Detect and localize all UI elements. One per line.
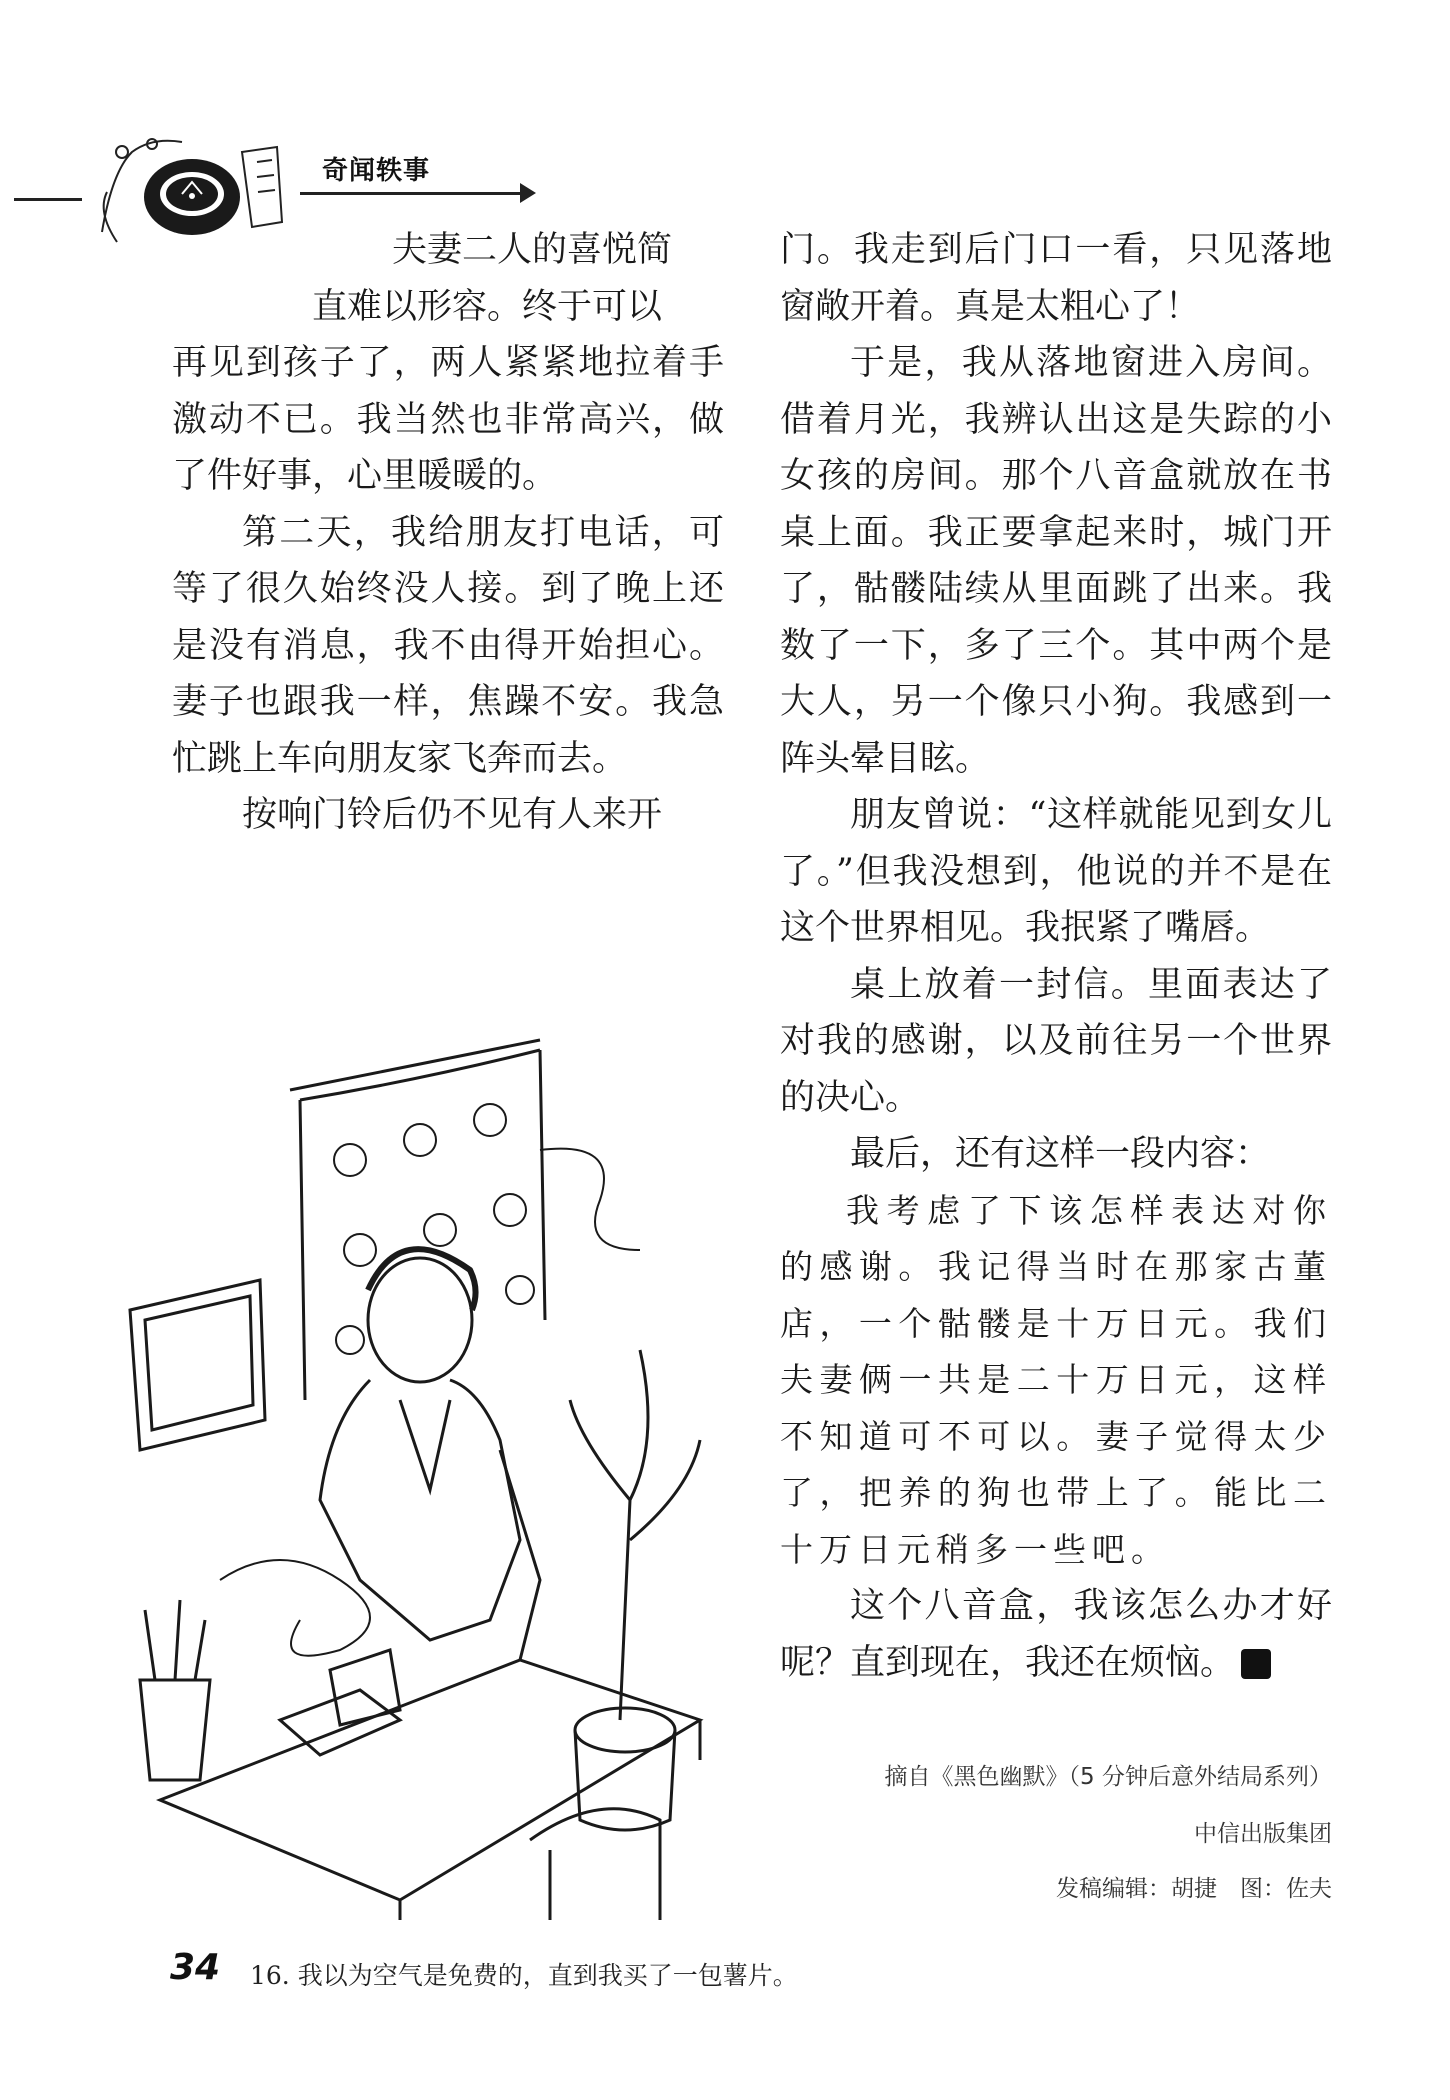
closing-text: 这个八音盒，我该怎么办才好呢？直到现在，我还在烦恼。 [780,1586,1332,1683]
paragraph: 门。我走到后门口一看，只见落地窗敞开着。真是太粗心了！ [780,230,1332,327]
page-number: 34 [170,1947,221,1988]
paragraph: 再见到孩子了，两人紧紧地拉着手激动不已。我当然也非常高兴，做了件好事，心里暖暖的。 [172,343,724,496]
paragraph: 于是，我从落地窗进入房间。借着月光，我辨认出这是失踪的小女孩的房间。那个八音盒就放在书桌上面。我正要拿起来时，城门开了，骷髅陆续从里面跳了出来。我数了一下，多了三个。其中两个是大人，另一个像只小狗。我感到一阵头晕目眩。 [780,343,1332,779]
end-mark-icon: 全 [1241,1649,1271,1679]
left-column [172,222,724,844]
editor-credit: 发稿编辑：胡捷 图：佐夫 [1056,1876,1332,1902]
wrap-line-1: 夫妻二人的喜悦简 [392,230,673,270]
paragraph: 按响门铃后仍不见有人来开 [242,795,663,835]
header-arrow-icon [520,183,536,203]
illustration-man-at-desk [100,1020,740,1920]
footer-joke: 16. 我以为空气是免费的，直到我买了一包薯片。 [250,1961,798,1990]
section-title: 奇闻轶事 [322,156,431,186]
letter-excerpt [780,1183,1332,1579]
paragraph: 第二天，我给朋友打电话，可等了很久始终没人接。到了晚上还是没有消息，我不由得开始担心。妻子也跟我一样，焦躁不安。我急忙跳上车向朋友家飞奔而去。 [172,512,724,779]
letter-text: 我考虑了下该怎样表达对你的感谢。我记得当时在那家古董店，一个骷髅是十万日元。我们夫妻俩一共是二十万日元，这样不知道可不可以。妻子觉得太少了，把养的狗也带上了。能比二十万日元稍多一些吧。 [780,1190,1332,1569]
header-rule-right [300,192,528,195]
paragraph: 最后，还有这样一段内容： [850,1134,1271,1174]
right-column [780,222,1332,1691]
source-credit: 摘自《黑色幽默》（5 分钟后意外结局系列） [884,1764,1332,1790]
header-rule-left [14,198,82,201]
publisher-credit: 中信出版集团 [1194,1821,1332,1847]
paragraph: 朋友曾说：“这样就能见到女儿了。”但我没想到，他说的并不是在这个世界相见。我抿紧了嘴唇。 [780,795,1332,948]
paragraph: 桌上放着一封信。里面表达了对我的感谢，以及前往另一个世界的决心。 [780,964,1332,1118]
closing-paragraph [780,1578,1332,1691]
wrap-line-2: 直难以形容。终于可以 [312,286,663,327]
